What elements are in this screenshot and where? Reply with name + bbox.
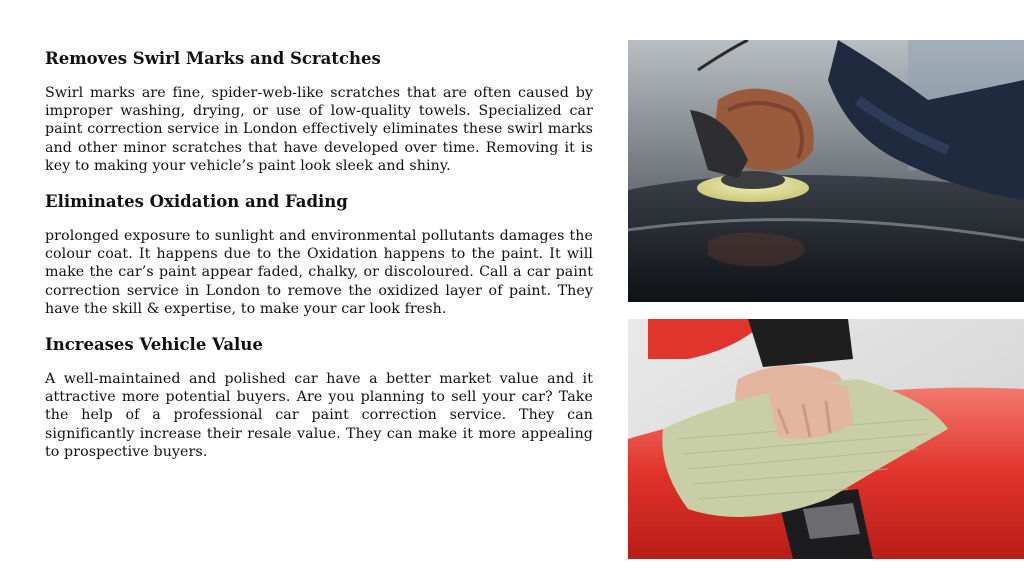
section-body: A well-maintained and polished car have a better market value and it attractive more potential buyers. Are you planning to sell your car? Take the help of a professional car paint correction service. They can significantly increase their resale value. They can make it more appealing to prospective buyers. — [45, 371, 593, 460]
section-body: Swirl marks are fine, spider-web-like scratches that are often caused by improper washing, drying, or use of low-quality towels. Specialized car paint correction service in London effectively eliminates these swirl marks and other minor scratches that have developed over time. Removing it is key to making your vehicle’s paint look sleek and shiny. — [45, 85, 593, 174]
section-oxidation — [45, 191, 593, 318]
car-wiping-illustration — [628, 319, 1024, 559]
section-heading: Removes Swirl Marks and Scratches — [45, 49, 381, 68]
section-heading: Eliminates Oxidation and Fading — [45, 192, 348, 212]
car-polishing-photo — [628, 40, 1024, 302]
car-wiping-photo — [628, 319, 1024, 559]
section-swirl-marks — [45, 48, 593, 175]
section-vehicle-value — [45, 334, 593, 461]
car-polishing-illustration — [628, 40, 1024, 302]
section-body: prolonged exposure to sunlight and environmental pollutants damages the colour coat. It happens due to the Oxidation happens to the paint. It will make the car’s paint appear faded, chalky, or discoloured. Call a car paint correction service in London to remove the oxidized layer of paint. They have the skill & expertise, to make your car look fresh. — [45, 228, 593, 317]
section-heading: Increases Vehicle Value — [45, 335, 263, 355]
article-text — [45, 48, 593, 477]
